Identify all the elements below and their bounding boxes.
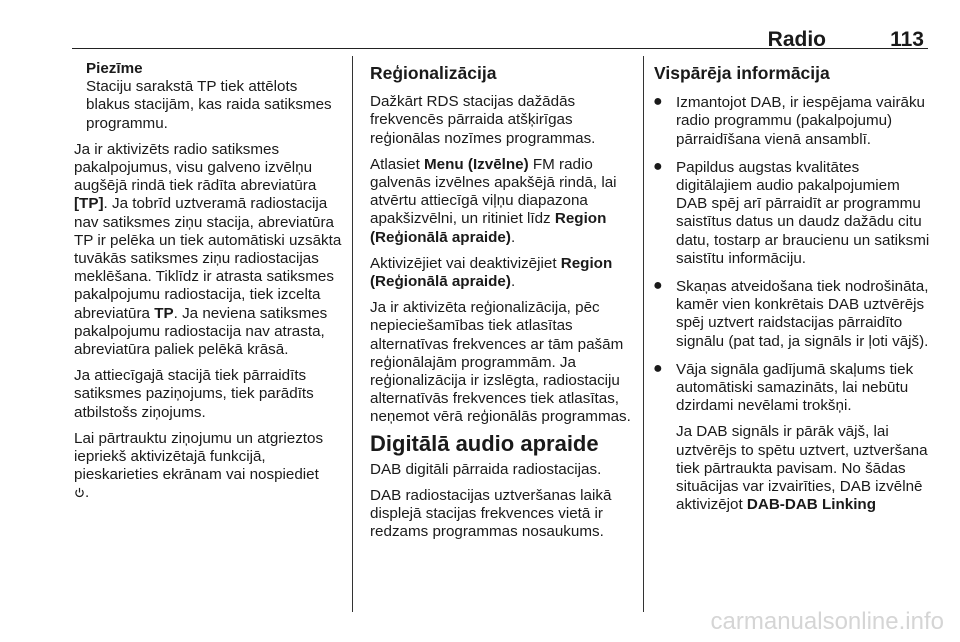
power-icon: [74, 487, 85, 498]
page-number: 113: [890, 28, 924, 51]
list-item: ● Skaņas atveidošana tiek nodrošināta, kamēr vien konkrētais DAB uztvērējs spēj uztvert raidstacijas pārraidīto signālu (pat tad, ja signāls ir ļoti vājš).: [653, 277, 929, 350]
bullet-icon: ●: [653, 277, 663, 295]
paragraph: Atlasiet Menu (Izvēlne) FM radio galvenās izvēlnes apakšējā rindā, lai atvērtu attiecīgā viļņu diapazona apakšizvēlni, un ritiniet līdz Region (Reģionālā apraide).: [370, 155, 617, 246]
column-2: [370, 60, 636, 550]
tp-abbreviation: TP: [154, 304, 174, 322]
bullet-icon: ●: [653, 93, 663, 111]
bullet-list: [654, 94, 934, 514]
watermark: carmanualsonline.info: [710, 608, 944, 635]
paragraph: DAB radiostacijas uztveršanas laikā displejā stacijas frekvences vietā ir redzams programmas nosaukums.: [370, 487, 612, 541]
paragraph: Ja ir aktivizēts radio satiksmes pakalpojumus, visu galveno izvēlņu augšējā rindā tiek rādīta abreviatūra [TP]. Ja tobrīd uztveramā radiostacija nav satiksmes ziņu stacija, abreviatūra TP ir pelēka un tiek automātiski uzsākta tuvākās satiksmes ziņu radiostacijas meklēšana. Tiklīdz ir atrasta satiksmes pakalpojumu radiostacija, tiek izcelta abreviatūra TP. Ja neviena satiksmes pakalpojumu radiostacija nav atrasta, abreviatūra paliek pelēkā krāsā.: [74, 140, 342, 359]
paragraph: Dažkārt RDS stacijas dažādās frekvencēs pārraida atšķirīgas reģionālas nozīmes programmas.: [370, 93, 596, 147]
column-1: [74, 60, 344, 511]
column-divider-1: [352, 56, 353, 612]
list-item: ● Izmantojot DAB, ir iespējama vairāku radio programmu (pakalpojumu) pārraidīšana vienā ansamblī.: [653, 93, 926, 148]
note-title: Piezīme: [86, 60, 143, 77]
header-rule: [72, 48, 928, 49]
heading-digital-audio-broadcast: Digitālā audio apraide: [370, 430, 599, 456]
paragraph: Aktivizējiet vai deaktivizējiet Region (Reģionālā apraide).: [370, 254, 613, 291]
column-3: [654, 60, 934, 524]
list-item: ● Vāja signāla gadījumā skaļums tiek automātiski samazināts, lai nebūtu dzirdami nevēlami trokšņi. Ja DAB signāls ir pārāk vājš, lai uztvērējs to spētu uztvert, uztveršana tiek pārtraukta pavisam. No šādas situācijas var izvairīties, DAB izvēlnē aktivizējot DAB-DAB Linking: [653, 359, 928, 514]
column-divider-2: [643, 56, 644, 612]
paragraph: Ja ir aktivizēta reģionalizācija, pēc nepieciešamības tiek atlasītas alternatīvas frekvences ar tām pašām reģionālajām programmām. Ja reģionalizācija ir izslēgta, radiostaciju alternatīvās frekvences tiek atlasītas, neņemot vērā reģionālās programmas.: [370, 299, 631, 426]
heading-regionalization: Reģionalizācija: [370, 63, 497, 83]
paragraph: Lai pārtrauktu ziņojumu un atgrieztos iepriekš aktivizētajā funkcijā, pieskarieties ekrānam vai nospiediet .: [74, 429, 324, 502]
section-title: Radio: [767, 28, 826, 51]
paragraph: Ja attiecīgajā stacijā tiek pārraidīts satiksmes paziņojums, tiek parādīts atbilstošs ziņojums.: [74, 367, 314, 421]
bullet-icon: ●: [653, 359, 663, 377]
page-header: [72, 22, 928, 51]
note-box: [74, 60, 344, 133]
list-item: ● Papildus augstas kvalitātes digitālajiem audio pakalpojumiem DAB spēj arī pārraidīt ar programmu saistītus datus un daudz dažādu citu datu, tostarp ar braucienu un satiksmi saistītu informāciju.: [653, 157, 930, 267]
heading-general-info: Vispārēja informācija: [654, 63, 830, 83]
bullet-icon: ●: [653, 157, 663, 175]
note-text: Staciju sarakstā TP tiek attēlots blakus stacijām, kas raida satiksmes programmu.: [86, 78, 332, 132]
tp-indicator: [TP]: [74, 195, 104, 213]
paragraph: DAB digitāli pārraida radiostacijas.: [370, 460, 602, 478]
